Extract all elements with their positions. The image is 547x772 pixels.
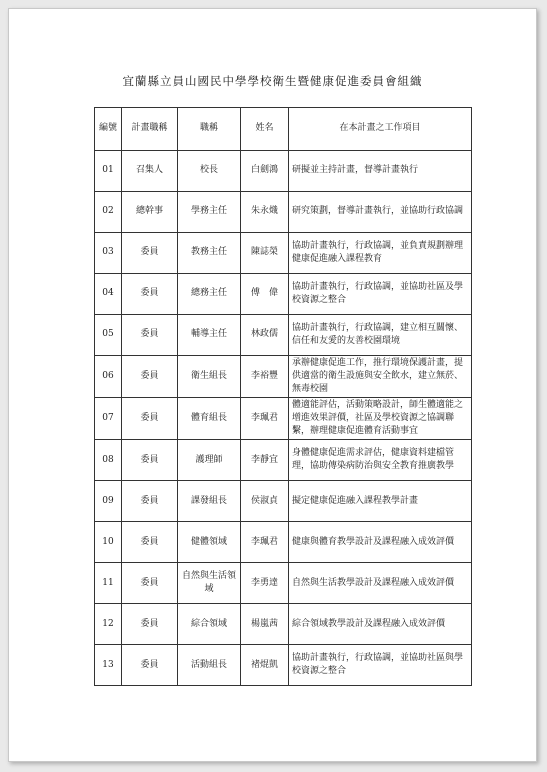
row-name: 侯淑貞: [241, 481, 289, 522]
row-role: 委員: [122, 563, 178, 604]
row-name: 李勇達: [241, 563, 289, 604]
row-post: 健體領域: [178, 522, 241, 563]
table-row: [95, 398, 472, 440]
row-role: 委員: [122, 398, 178, 440]
row-name: 林政儒: [241, 315, 289, 356]
row-post: 綜合領域: [178, 604, 241, 645]
table-row: [95, 522, 472, 563]
row-name: 褚焜凱: [241, 645, 289, 686]
row-name: 李裕豐: [241, 356, 289, 398]
row-no: 08: [95, 440, 122, 481]
row-task: 擬定健康促進融入課程教學計畫: [289, 481, 472, 522]
row-role: 委員: [122, 274, 178, 315]
row-no: 06: [95, 356, 122, 398]
table-row: [95, 440, 472, 481]
committee-table: [94, 107, 472, 686]
row-no: 04: [95, 274, 122, 315]
row-task: 協助計畫執行，行政協調，並協助社區與學校資源之整合: [289, 645, 472, 686]
row-task: 身體健康促進需求評估，健康資料建檔管理，協助傳染病防治與安全教育推廣教學: [289, 440, 472, 481]
table-row: [95, 356, 472, 398]
table-row: [95, 604, 472, 645]
row-name: 李靜宜: [241, 440, 289, 481]
row-post: 輔導主任: [178, 315, 241, 356]
row-no: 07: [95, 398, 122, 440]
header-task: 在本計畫之工作項目: [289, 108, 472, 151]
row-no: 11: [95, 563, 122, 604]
row-role: 召集人: [122, 151, 178, 192]
row-name: 白劍鴻: [241, 151, 289, 192]
row-no: 02: [95, 192, 122, 233]
table-row: [95, 274, 472, 315]
table-row: [95, 563, 472, 604]
row-post: 衛生組長: [178, 356, 241, 398]
row-no: 01: [95, 151, 122, 192]
header-role: 計畫職稱: [122, 108, 178, 151]
row-task: 自然與生活教學設計及課程融入成效評價: [289, 563, 472, 604]
document-title: 宜蘭縣立員山國民中學學校衛生暨健康促進委員會組織: [122, 74, 423, 88]
row-role: 委員: [122, 645, 178, 686]
header-name: 姓名: [241, 108, 289, 151]
table-row: [95, 481, 472, 522]
row-name: 傅 偉: [241, 274, 289, 315]
row-task: 協助計畫執行，行政協調，建立相互關懷、信任和友愛的友善校園環境: [289, 315, 472, 356]
row-post: 自然與生活領域: [178, 563, 241, 604]
row-post: 課發組長: [178, 481, 241, 522]
row-no: 09: [95, 481, 122, 522]
row-post: 活動組長: [178, 645, 241, 686]
table-row: [95, 645, 472, 686]
row-role: 委員: [122, 315, 178, 356]
table-row: [95, 315, 472, 356]
row-name: 楊嵐茜: [241, 604, 289, 645]
row-no: 03: [95, 233, 122, 274]
row-name: 陳誌榮: [241, 233, 289, 274]
row-role: 總幹事: [122, 192, 178, 233]
row-task: 承辦健康促進工作，推行環境保護計畫，提供適當的衛生設施與安全飲水，建立無菸、無毒校園: [289, 356, 472, 398]
row-post: 校長: [178, 151, 241, 192]
row-role: 委員: [122, 233, 178, 274]
row-task: 研擬並主持計畫，督導計畫執行: [289, 151, 472, 192]
row-no: 05: [95, 315, 122, 356]
row-role: 委員: [122, 356, 178, 398]
row-task: 協助計畫執行，行政協調，並協助社區及學校資源之整合: [289, 274, 472, 315]
table-row: [95, 151, 472, 192]
row-post: 教務主任: [178, 233, 241, 274]
row-task: 健康與體育教學設計及課程融入成效評價: [289, 522, 472, 563]
row-task: 綜合領域教學設計及課程融入成效評價: [289, 604, 472, 645]
row-role: 委員: [122, 522, 178, 563]
row-post: 護理師: [178, 440, 241, 481]
table-header-row: [95, 108, 472, 151]
row-name: 朱永熾: [241, 192, 289, 233]
row-role: 委員: [122, 440, 178, 481]
row-no: 10: [95, 522, 122, 563]
row-post: 總務主任: [178, 274, 241, 315]
table-row: [95, 192, 472, 233]
row-task: 協助計畫執行，行政協調，並負責規劃辦理健康促進融入課程教育: [289, 233, 472, 274]
row-name: 李珮君: [241, 398, 289, 440]
row-role: 委員: [122, 481, 178, 522]
document-page: [8, 8, 537, 762]
row-post: 學務主任: [178, 192, 241, 233]
table-row: [95, 233, 472, 274]
row-name: 李珮君: [241, 522, 289, 563]
header-post: 職稱: [178, 108, 241, 151]
header-no: 編號: [95, 108, 122, 151]
row-task: 研究策劃，督導計畫執行，並協助行政協調: [289, 192, 472, 233]
row-no: 12: [95, 604, 122, 645]
row-post: 體育組長: [178, 398, 241, 440]
row-task: 體適能評估，活動策略設計，師生體適能之增進效果評價，社區及學校資源之協調聯繫，辦理健康促進體育活動事宜: [289, 398, 472, 440]
row-role: 委員: [122, 604, 178, 645]
row-no: 13: [95, 645, 122, 686]
